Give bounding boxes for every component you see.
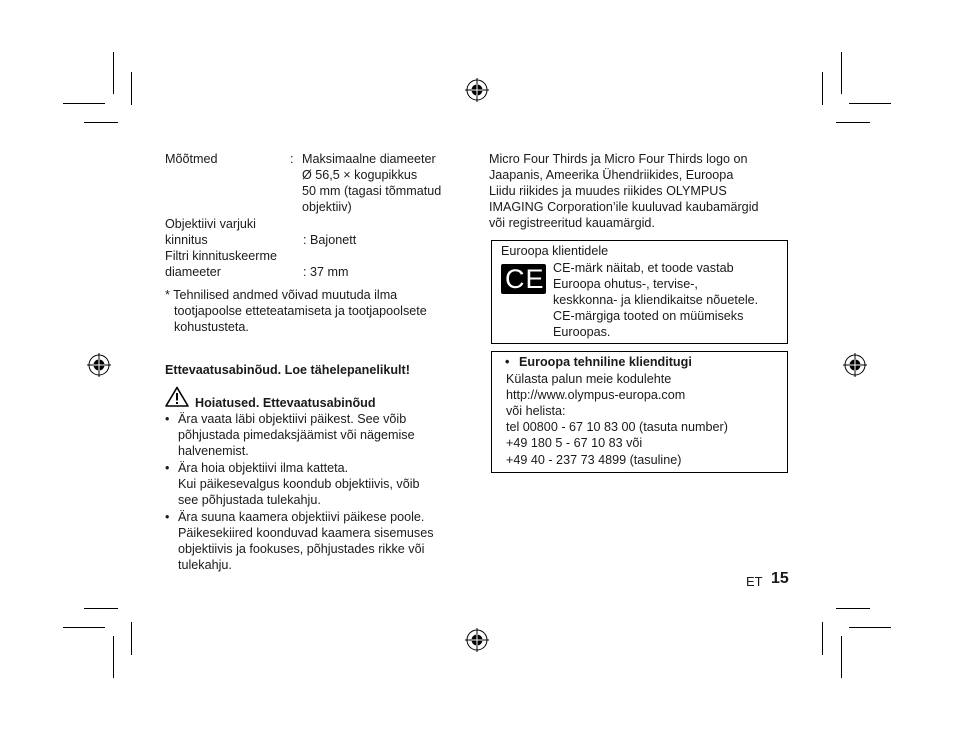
support-url: http://www.olympus-europa.com <box>506 388 686 402</box>
crop-mark <box>849 103 891 104</box>
bullet: • <box>165 461 170 475</box>
warning-item-text: see põhjustada tulekahju. <box>178 493 321 507</box>
crop-mark <box>841 636 842 678</box>
crop-mark <box>63 103 105 104</box>
warning-item-text: objektiivis ja fookuses, põhjustades rikke või <box>178 542 425 556</box>
registration-mark-icon <box>465 628 489 652</box>
eu-box-text: CE-märgiga tooted on müümiseks <box>553 309 744 323</box>
trademark-text: või registreeritud kauamärgid. <box>489 216 655 230</box>
dimensions-label: Mõõtmed <box>165 152 218 166</box>
dimensions-value: Maksimaalne diameeter <box>302 152 436 166</box>
page-number: 15 <box>771 570 789 587</box>
dimensions-value: Ø 56,5 × kogupikkus <box>302 168 418 182</box>
trademark-text: Liidu riikides ja muudes riikides OLYMPUS <box>489 184 727 198</box>
crop-mark <box>84 122 118 123</box>
support-phone: +49 40 - 237 73 4899 (tasuline) <box>506 453 682 467</box>
hood-label: Objektiivi varjuki <box>165 217 256 231</box>
spec-note: tootjapoolse etteteatamiseta ja tootjapoolsete <box>174 304 427 318</box>
bullet: • <box>165 412 170 426</box>
crop-mark <box>84 608 118 609</box>
warning-item-text: Ära suuna kaamera objektiivi päikese poole. <box>178 510 425 524</box>
spec-note: kohustusteta. <box>174 320 249 334</box>
eu-box-text: Euroopa ohutus-, tervise-, <box>553 277 698 291</box>
crop-mark <box>131 622 132 655</box>
warning-item-text: Ära hoia objektiivi ilma katteta. <box>178 461 349 475</box>
warning-triangle-icon <box>165 386 189 407</box>
registration-mark-icon <box>843 353 867 377</box>
trademark-text: Micro Four Thirds ja Micro Four Thirds logo on <box>489 152 748 166</box>
page-language: ET <box>746 574 763 589</box>
dimensions-value: 50 mm (tagasi tõmmatud <box>302 184 442 198</box>
crop-mark <box>841 52 842 94</box>
support-phone: +49 180 5 - 67 10 83 või <box>506 436 643 450</box>
filter-value: : 37 mm <box>303 265 349 279</box>
support-phone: tel 00800 - 67 10 83 00 (tasuta number) <box>506 420 728 434</box>
crop-mark <box>836 122 870 123</box>
crop-mark <box>849 627 891 628</box>
crop-mark <box>113 52 114 94</box>
eu-box-text: CE-märk näitab, et toode vastab <box>553 261 734 275</box>
ce-mark-text: CE <box>505 264 545 294</box>
crop-mark <box>63 627 105 628</box>
crop-mark <box>131 72 132 105</box>
filter-label: Filtri kinnituskeerme <box>165 249 277 263</box>
crop-mark <box>836 608 870 609</box>
registration-mark-icon <box>87 353 111 377</box>
crop-mark <box>822 622 823 655</box>
warning-item-text: Kui päikesevalgus koondub objektiivis, võib <box>178 477 420 491</box>
eu-box-text: Euroopas. <box>553 325 611 339</box>
support-bullet: • <box>505 355 510 369</box>
bullet: • <box>165 510 170 524</box>
spec-note: * Tehnilised andmed võivad muutuda ilma <box>165 288 398 302</box>
warning-item-text: Päikesekiired koonduvad kaamera sisemuses <box>178 526 434 540</box>
precautions-heading: Ettevaatusabinõud. Loe tähelepanelikult! <box>165 363 410 377</box>
dimensions-colon: : <box>290 152 294 166</box>
ce-mark-icon <box>501 264 546 294</box>
support-text: Külasta palun meie kodulehte <box>506 372 672 386</box>
support-title: Euroopa tehniline klienditugi <box>519 355 692 369</box>
support-text: või helista: <box>506 404 566 418</box>
hood-value: : Bajonett <box>303 233 357 247</box>
crop-mark <box>113 636 114 678</box>
trademark-text: Jaapanis, Ameerika Ühendriikides, Euroopa <box>489 168 734 182</box>
warning-item-text: põhjustada pimedaksjäämist või nägemise <box>178 428 415 442</box>
warning-item-text: Ära vaata läbi objektiivi päikest. See võib <box>178 412 407 426</box>
filter-label: diameeter <box>165 265 222 279</box>
warning-item-text: tulekahju. <box>178 558 232 572</box>
registration-mark-icon <box>465 78 489 102</box>
trademark-text: IMAGING Corporation’ile kuuluvad kaubamärgid <box>489 200 759 214</box>
warning-item-text: halvenemist. <box>178 444 249 458</box>
eu-box-text: keskkonna- ja kliendikaitse nõuetele. <box>553 293 759 307</box>
eu-box-title: Euroopa klientidele <box>501 244 609 258</box>
crop-mark <box>822 72 823 105</box>
dimensions-value: objektiiv) <box>302 200 352 214</box>
warning-title: Hoiatused. Ettevaatusabinõud <box>195 396 376 410</box>
hood-label: kinnitus <box>165 233 208 247</box>
